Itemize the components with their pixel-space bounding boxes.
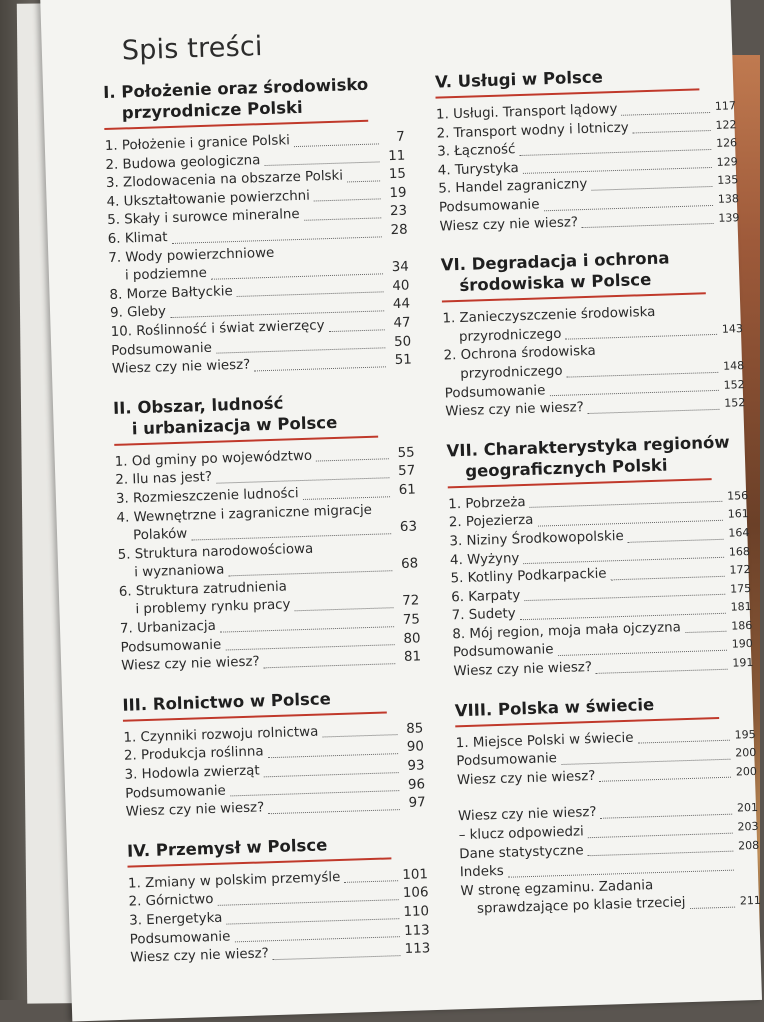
leader-dots	[265, 162, 380, 167]
toc-entry-label: 4. Ukształtowanie powierzchni	[106, 188, 311, 210]
page-number: 208	[737, 838, 760, 853]
leader-dots	[304, 217, 381, 220]
leader-dots	[690, 907, 735, 909]
toc-section	[435, 62, 740, 236]
toc-entry-label: 1. Położenie i granice Polski	[104, 133, 291, 155]
page-number: 200	[735, 746, 757, 760]
toc-entry-label: 1. Pobrzeża	[448, 494, 526, 513]
page-number: 106	[402, 885, 429, 902]
page-number: 50	[393, 334, 412, 350]
toc-entry-label: 4. Turystyka	[437, 160, 519, 179]
toc-entry-label: Podsumowanie	[456, 751, 558, 770]
toc-entry-label: 2. Pojezierza	[448, 513, 534, 531]
toc-entry-label: 3. Łączność	[436, 142, 516, 160]
page-number: 117	[714, 99, 737, 113]
toc-entry-label: 2. Transport wodny i lotniczy	[436, 120, 629, 142]
page-number: 55	[397, 445, 415, 461]
leader-dots	[322, 735, 397, 738]
leader-dots	[622, 112, 711, 116]
leader-dots	[633, 130, 711, 133]
toc-section	[103, 73, 412, 380]
toc-entry-label: Podsumowanie	[444, 382, 546, 402]
toc-entry-label: 5. Struktura narodowościowa	[117, 541, 314, 563]
toc-entry-label: 8. Mój region, moja mała ojczyzna	[452, 620, 682, 643]
toc-entry-label: 4. Wyżyny	[449, 550, 520, 568]
leader-dots	[591, 186, 712, 191]
toc-entry-label: 3. Zlodowacenia na obszarze Polski	[105, 168, 344, 192]
leader-dots	[295, 607, 394, 611]
toc-entry-label: 9. Gleby	[109, 304, 167, 322]
page-number: 15	[388, 166, 407, 183]
leader-dots	[596, 668, 727, 673]
toc-entry-label: Wiesz czy nie wiesz?	[111, 357, 251, 378]
page-number: 164	[728, 525, 750, 540]
page-number: 93	[407, 758, 425, 774]
page-number: 28	[390, 222, 408, 239]
toc-entry-label: 1. Od gminy po województwo	[114, 448, 313, 470]
toc-entry-label-cont: Polaków	[132, 526, 188, 544]
leader-dots	[329, 329, 385, 332]
leader-dots	[685, 631, 726, 633]
toc-entry-label-cont: i wyznaniowa	[134, 562, 225, 581]
toc-section	[122, 685, 426, 822]
toc-entry-label: 6. Klimat	[107, 230, 168, 247]
page-number: 186	[731, 618, 753, 633]
page-number: 44	[392, 296, 411, 313]
toc-entry-label: 1. Zanieczyszczenie środowiska	[442, 304, 656, 327]
toc-entry[interactable]	[460, 874, 761, 921]
toc-entry-label-cont: sprawdzające po klasie trzeciej	[476, 895, 686, 918]
page-number: 129	[716, 154, 738, 169]
toc-entry-label: Podsumowanie	[120, 637, 222, 656]
page-number: 47	[393, 315, 411, 331]
toc-entry-label: 1. Usługi. Transport lądowy	[435, 101, 618, 123]
page-number: 72	[402, 593, 420, 610]
toc-section	[127, 831, 431, 968]
toc-entry-label: Wiesz czy nie wiesz?	[445, 400, 585, 420]
leader-dots	[600, 777, 731, 782]
toc-entry-label: 1. Czynniki rozwoju rolnictwa	[123, 724, 319, 746]
leader-dots	[347, 180, 380, 182]
section-heading-line: VIII. Polska w świecie	[454, 694, 655, 720]
toc-entry-label: 2. Górnictwo	[128, 892, 214, 911]
leader-dots	[601, 814, 732, 819]
page-number: 19	[389, 185, 407, 201]
toc-entry-label: 10. Roślinność i świat zwierzęcy	[110, 318, 325, 340]
page-number: 195	[734, 727, 756, 742]
page-number: 122	[715, 117, 737, 132]
toc-entry-label: Podsumowanie	[129, 929, 231, 948]
leader-dots	[268, 809, 399, 814]
toc-entry-label: – klucz odpowiedzi	[458, 824, 584, 844]
leader-dots	[314, 199, 381, 202]
leader-dots	[345, 881, 399, 884]
section-heading-line: VI. Degradacja i ochrona	[440, 248, 670, 275]
page-number: 90	[406, 739, 425, 756]
page-number: 148	[722, 359, 745, 373]
section-heading	[103, 73, 404, 132]
toc-entry-label: Wiesz czy nie wiesz?	[130, 946, 270, 966]
page-number: 168	[728, 544, 751, 559]
toc-entry-label: 1. Miejsce Polski w świecie	[455, 730, 634, 751]
toc-entry-label: 3. Energetyka	[128, 910, 223, 929]
page-number: 113	[404, 941, 431, 958]
section-heading-line: przyrodnicze Polski	[121, 97, 303, 123]
toc-entry-label-cont: i podziemne	[124, 266, 208, 284]
toc-section	[458, 799, 761, 920]
toc-entry-label: 2. Produkcja roślinna	[123, 744, 264, 765]
page-number: 138	[717, 192, 740, 206]
page-number: 11	[388, 148, 406, 164]
page-number: 135	[717, 173, 739, 188]
toc-entry-label: Podsumowanie	[111, 340, 213, 359]
toc-entry-label: 7. Wody powierzchniowe	[108, 245, 275, 266]
section-heading-line: VII. Charakterystyka regionów	[446, 432, 730, 461]
page-number: 190	[731, 637, 754, 652]
section-heading-line: III. Rolnictwo w Polsce	[122, 689, 332, 715]
section-heading-line: i urbanizacja w Polsce	[131, 412, 338, 439]
page-number: 156	[726, 488, 749, 503]
toc-entry-label: 2. Ochrona środowiska	[443, 344, 597, 364]
page-number: 152	[724, 396, 746, 410]
page-number: 181	[730, 600, 752, 614]
toc-entry-label: 1. Zmiany w polskim przemyśle	[127, 869, 341, 892]
leader-dots	[264, 772, 399, 777]
toc-entry-label: Wiesz czy nie wiesz?	[125, 800, 265, 820]
page-number: 113	[403, 922, 430, 939]
page-number: 200	[735, 764, 758, 779]
page-number: 175	[729, 581, 752, 596]
page-number: 61	[398, 482, 417, 498]
section-heading-line: V. Usługi w Polsce	[434, 67, 604, 92]
toc-entry-label: 6. Karpaty	[450, 587, 521, 606]
page-number: 97	[408, 795, 426, 812]
leader-dots	[588, 409, 719, 414]
left-column	[103, 73, 431, 987]
toc-entry-label: 3. Niziny Środkowopolskie	[449, 528, 624, 550]
toc-entry-label: Podsumowanie	[438, 197, 540, 216]
toc-entry-label: 4. Wewnętrzne i zagraniczne migracje	[116, 502, 373, 526]
page-number: 7	[395, 129, 405, 145]
page-number: 203	[737, 819, 759, 834]
toc-entry-label: 2. Ilu nas jest?	[115, 470, 213, 489]
section-heading-line: geograficznych Polski	[464, 455, 668, 481]
toc-section	[113, 388, 422, 676]
toc-entry-label-cont: przyrodniczego	[459, 363, 563, 382]
page-number: 211	[739, 894, 762, 908]
toc-entry-label: 6. Struktura zatrudnienia	[118, 579, 288, 600]
page-number: 80	[403, 631, 421, 647]
page-number: 172	[729, 563, 751, 577]
section-heading	[435, 62, 736, 100]
leader-dots	[254, 366, 385, 371]
toc-entry-label: 5. Kotliny Podkarpackie	[450, 566, 607, 587]
leader-dots	[294, 143, 379, 147]
toc-section	[440, 245, 745, 422]
section-heading-line: I. Położenie oraz środowisko	[102, 74, 369, 103]
toc-entry-label: Wiesz czy nie wiesz?	[456, 768, 596, 789]
toc-entry-label-cont: i problemy rynku pracy	[135, 597, 291, 618]
page-number: 57	[397, 463, 416, 480]
leader-dots	[268, 753, 398, 758]
toc-entry-label: Wiesz czy nie wiesz?	[453, 660, 593, 680]
toc-entry-label: 7. Sudety	[451, 606, 516, 624]
toc-entry-label: Wiesz czy nie wiesz?	[457, 805, 597, 825]
toc-section	[446, 431, 753, 682]
page-number: 23	[389, 203, 408, 220]
leader-dots	[316, 459, 389, 462]
toc-entry-label: Wiesz czy nie wiesz?	[439, 214, 579, 235]
toc-entry-label-cont: przyrodniczego	[458, 326, 562, 345]
toc-entry-label: Wiesz czy nie wiesz?	[120, 654, 260, 675]
toc-entry-label: Indeks	[459, 864, 504, 881]
page-number: 143	[721, 321, 744, 336]
contents-page	[40, 0, 762, 1021]
toc-section	[454, 691, 757, 791]
toc-entry-label: 7. Urbanizacja	[119, 618, 217, 637]
page-number: 68	[400, 556, 419, 573]
toc-entry-label: 2. Budowa geologiczna	[105, 152, 261, 173]
toc-entry-label: W stronę egzaminu. Zadania	[460, 877, 654, 900]
page-number: 110	[403, 904, 430, 921]
page-number: 191	[732, 655, 754, 670]
section-heading	[127, 831, 428, 869]
page-number: 63	[399, 519, 418, 536]
page-title: Spis treści	[121, 31, 264, 67]
toc-entry-label: 3. Hodowla zwierząt	[124, 763, 260, 783]
toc-entry-label: Podsumowanie	[452, 642, 554, 661]
toc-entry-label: 8. Morze Bałtyckie	[109, 283, 233, 303]
toc-entry-label: 3. Rozmieszczenie ludności	[115, 486, 299, 507]
toc-entry-label: Dane statystyczne	[459, 842, 584, 862]
leader-dots	[264, 663, 395, 668]
page-number: 201	[736, 801, 759, 815]
page-number: 152	[723, 377, 745, 392]
leader-dots	[303, 496, 390, 500]
section-heading-line: środowiska w Polsce	[459, 270, 652, 296]
toc-entry-label: Podsumowanie	[124, 783, 227, 802]
page-number: 75	[402, 612, 421, 628]
toc-entry-label: 5. Handel zagraniczny	[438, 177, 588, 197]
page-number: 34	[391, 259, 410, 276]
page-number: 40	[392, 278, 410, 294]
section-heading-line: IV. Przemysł w Polsce	[126, 835, 328, 861]
leader-dots	[582, 223, 713, 228]
section-heading	[440, 245, 741, 304]
page-number: 126	[715, 136, 738, 151]
leader-dots	[628, 538, 724, 542]
section-heading	[113, 388, 414, 447]
page-number: 85	[406, 721, 424, 737]
page-number: 81	[403, 649, 422, 666]
section-heading	[122, 685, 423, 723]
section-heading-line: II. Obszar, ludność	[112, 393, 284, 418]
section-heading	[454, 691, 755, 729]
section-heading	[446, 431, 747, 490]
toc-entry-label: 5. Skały i surowce mineralne	[106, 207, 300, 229]
page-number: 96	[407, 776, 426, 793]
page-number: 139	[718, 210, 740, 225]
right-column	[435, 62, 762, 938]
page-number: 51	[394, 352, 412, 369]
leader-dots	[611, 575, 725, 580]
leader-dots	[273, 955, 401, 960]
page-number: 161	[727, 507, 749, 521]
page-number: 101	[402, 867, 429, 883]
leader-dots	[638, 740, 730, 744]
